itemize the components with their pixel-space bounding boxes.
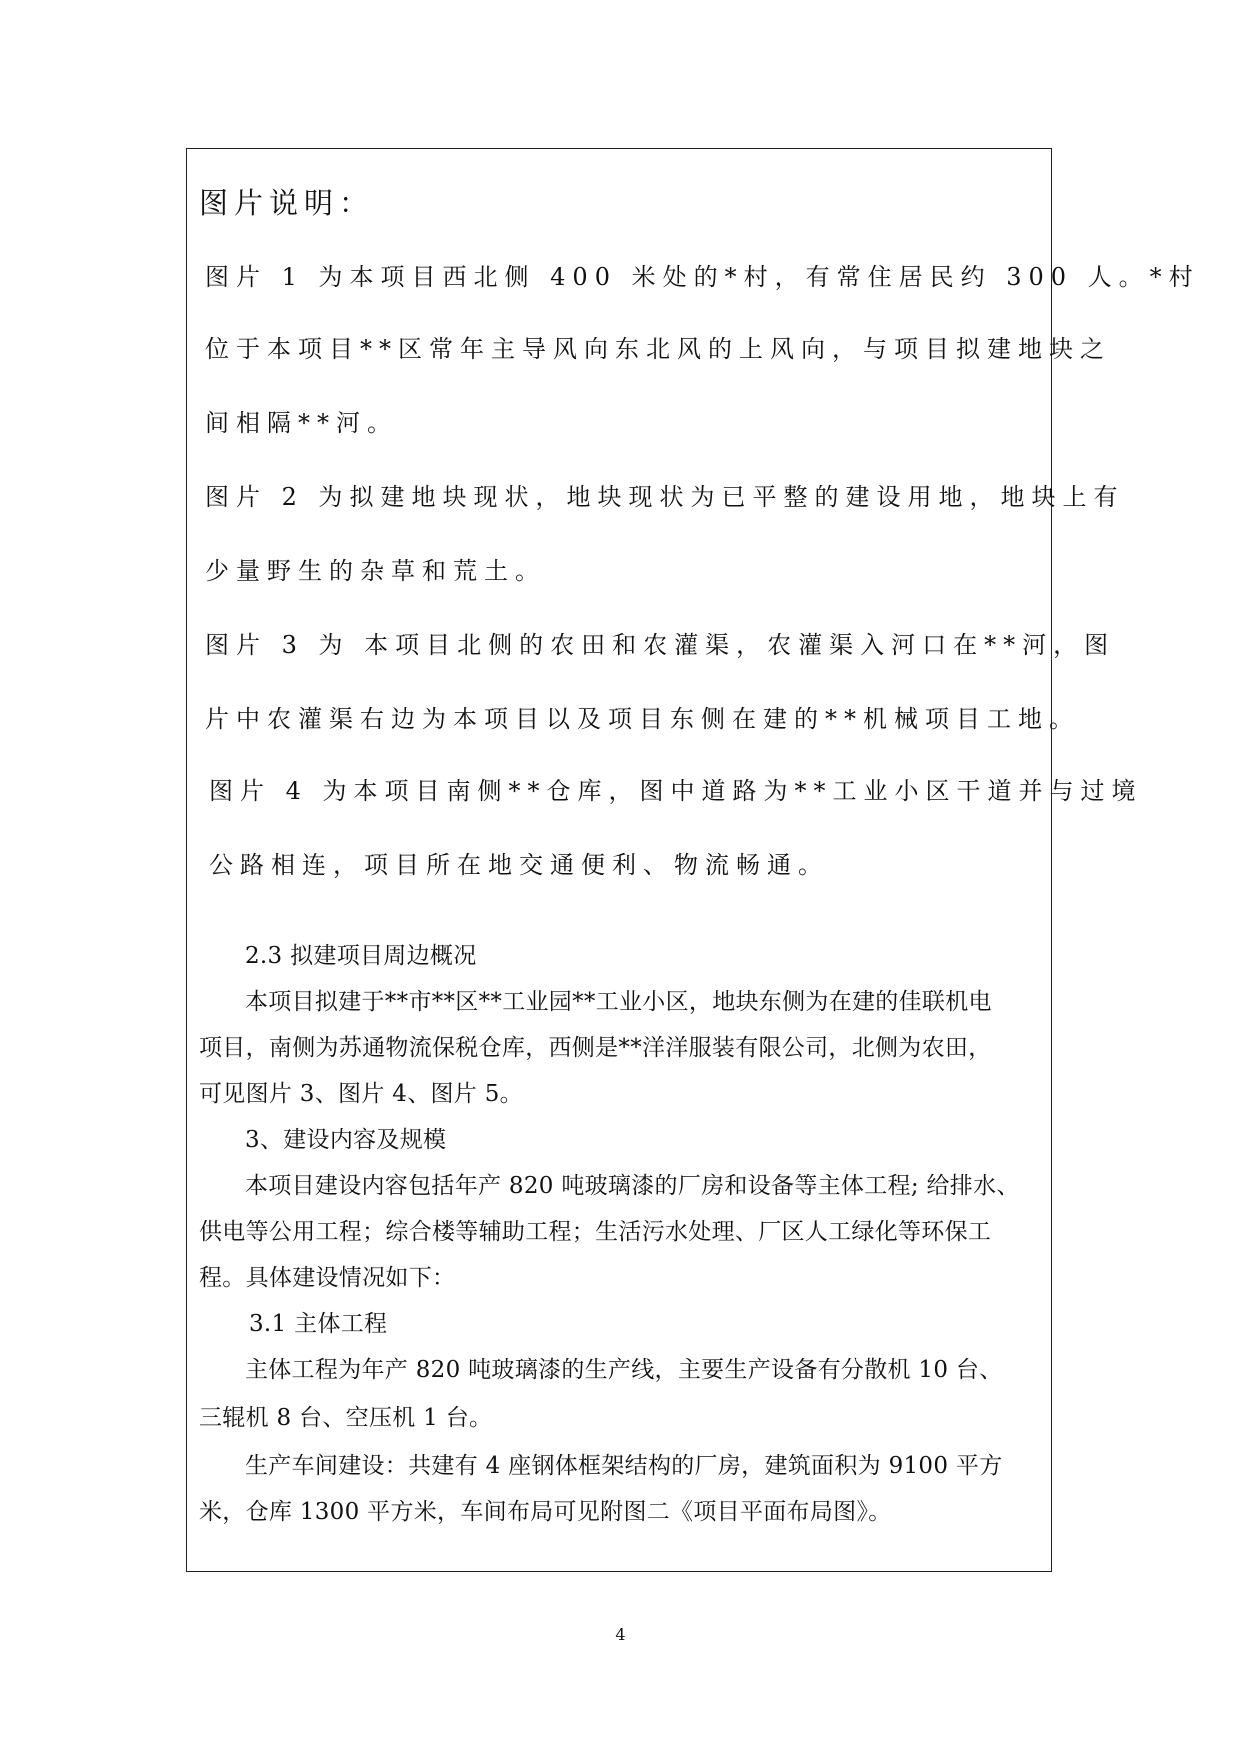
document-table-frame xyxy=(186,148,1200,1572)
body-line-10: 米，仓库 1300 平方米，车间布局可见附图二《项目平面布局图》。 xyxy=(199,1499,892,1525)
section-heading-3: 3、建设内容及规模 xyxy=(245,1127,447,1153)
caption-line-5: 少量野生的杂草和荒土。 xyxy=(205,557,546,585)
caption-line-2: 位于本项目**区常年主导风向东北风的上风向，与项目拟建地块之 xyxy=(205,335,1111,363)
caption-line-9: 公路相连，项目所在地交通便利、物流畅通。 xyxy=(209,851,829,879)
caption-heading: 图片说明： xyxy=(199,186,375,220)
body-line-3: 可见图片 3、图片 4、图片 5。 xyxy=(199,1081,523,1107)
page-number: 4 xyxy=(615,1625,626,1644)
section-heading-3-1: 3.1 主体工程 xyxy=(249,1311,388,1337)
body-line-7: 主体工程为年产 820 吨玻璃漆的生产线，主要生产设备有分散机 10 台、 xyxy=(245,1357,1003,1383)
body-line-6: 程。具体建设情况如下： xyxy=(199,1265,456,1291)
section-heading-2-3: 2.3 拟建项目周边概况 xyxy=(245,943,477,969)
caption-line-1: 图片 1 为本项目西北侧 400 米处的*村，有常住居民约 300 人。*村 xyxy=(205,263,1200,291)
body-line-5: 供电等公用工程；综合楼等辅助工程；生活污水处理、厂区人工绿化等环保工 xyxy=(199,1219,992,1245)
caption-line-3: 间相隔**河。 xyxy=(205,409,398,437)
body-line-2: 项目，南侧为苏通物流保税仓库，西侧是**洋洋服装有限公司，北侧为农田， xyxy=(199,1035,992,1061)
body-line-4: 本项目建设内容包括年产 820 吨玻璃漆的厂房和设备等主体工程; 给排水、 xyxy=(245,1173,1020,1199)
caption-line-4: 图片 2 为拟建地块现状，地块现状为已平整的建设用地，地块上有 xyxy=(205,483,1125,511)
caption-line-6: 图片 3 为 本项目北侧的农田和农灌渠，农灌渠入河口在**河，图 xyxy=(205,631,1116,659)
body-line-1: 本项目拟建于**市**区**工业园**工业小区，地块东侧为在建的佳联机电 xyxy=(245,989,992,1015)
body-line-8: 三辊机 8 台、空压机 1 台。 xyxy=(199,1405,493,1431)
caption-line-8: 图片 4 为本项目南侧**仓库，图中道路为**工业小区干道并与过境 xyxy=(209,777,1143,805)
caption-line-7: 片中农灌渠右边为本项目以及项目东侧在建的**机械项目工地。 xyxy=(205,705,1080,733)
body-line-9: 生产车间建设：共建有 4 座钢体框架结构的厂房，建筑面积为 9100 平方 xyxy=(245,1453,1003,1479)
